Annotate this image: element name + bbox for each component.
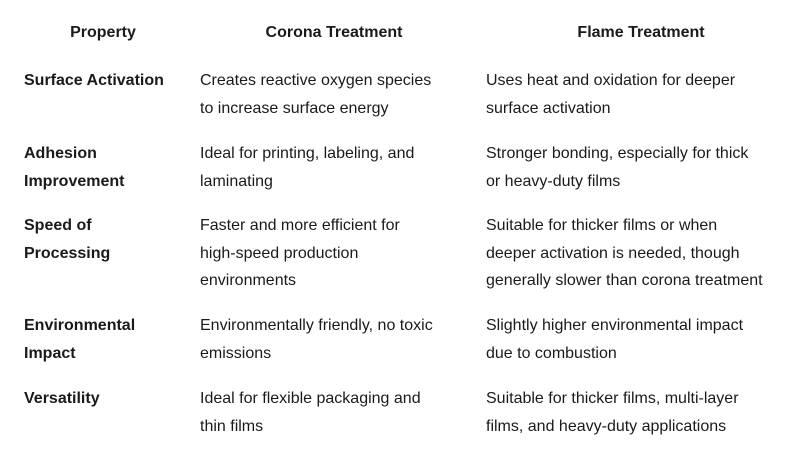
property-cell bbox=[24, 212, 184, 267]
property-text: Processing bbox=[24, 244, 111, 262]
flame-text: deeper activation is needed, though bbox=[486, 244, 740, 262]
flame-text: Suitable for thicker films, multi-layer bbox=[486, 390, 739, 407]
property-text: Impact bbox=[24, 344, 76, 362]
corona-cell bbox=[200, 385, 468, 440]
header-flame-treatment: Flame Treatment bbox=[577, 24, 705, 41]
flame-cell bbox=[486, 385, 798, 440]
table-header-row bbox=[0, 24, 800, 48]
flame-text: or heavy-duty films bbox=[486, 172, 621, 190]
corona-text: high-speed production bbox=[200, 244, 359, 262]
flame-cell bbox=[486, 140, 798, 195]
property-cell bbox=[24, 140, 184, 195]
corona-text: Ideal for flexible packaging and bbox=[200, 390, 421, 407]
corona-text: to increase surface energy bbox=[200, 99, 389, 117]
flame-text: films, and heavy-duty applications bbox=[486, 417, 727, 435]
property-cell bbox=[24, 312, 184, 367]
corona-cell bbox=[200, 140, 468, 195]
flame-text: Suitable for thicker films or when bbox=[486, 217, 718, 234]
corona-text: Ideal for printing, labeling, and bbox=[200, 145, 415, 162]
flame-text: generally slower than corona treatment bbox=[486, 272, 763, 289]
flame-cell bbox=[486, 212, 798, 295]
property-text: Surface Activation bbox=[24, 72, 164, 89]
flame-cell bbox=[486, 312, 798, 367]
corona-text: Creates reactive oxygen species bbox=[200, 72, 432, 89]
flame-text: surface activation bbox=[486, 99, 611, 117]
property-text: Versatility bbox=[24, 390, 100, 407]
corona-text: emissions bbox=[200, 344, 272, 362]
corona-text: laminating bbox=[200, 172, 273, 190]
property-text: Improvement bbox=[24, 172, 125, 190]
property-text: Speed of bbox=[24, 217, 92, 234]
property-text: Adhesion bbox=[24, 145, 97, 162]
property-cell bbox=[24, 67, 184, 95]
property-text: Environmental bbox=[24, 317, 136, 334]
corona-text: environments bbox=[200, 272, 297, 289]
flame-text: Uses heat and oxidation for deeper bbox=[486, 72, 736, 89]
header-corona-treatment: Corona Treatment bbox=[265, 24, 403, 41]
flame-text: Slightly higher environmental impact bbox=[486, 317, 744, 334]
corona-text: Environmentally friendly, no toxic bbox=[200, 317, 433, 334]
corona-cell bbox=[200, 67, 468, 122]
corona-text: Faster and more efficient for bbox=[200, 217, 400, 234]
corona-cell bbox=[200, 212, 468, 295]
header-property: Property bbox=[70, 24, 136, 41]
corona-text: thin films bbox=[200, 417, 264, 435]
corona-cell bbox=[200, 312, 468, 367]
flame-text: Stronger bonding, especially for thick bbox=[486, 145, 749, 162]
flame-text: due to combustion bbox=[486, 344, 617, 362]
property-cell bbox=[24, 385, 184, 413]
flame-cell bbox=[486, 67, 798, 122]
